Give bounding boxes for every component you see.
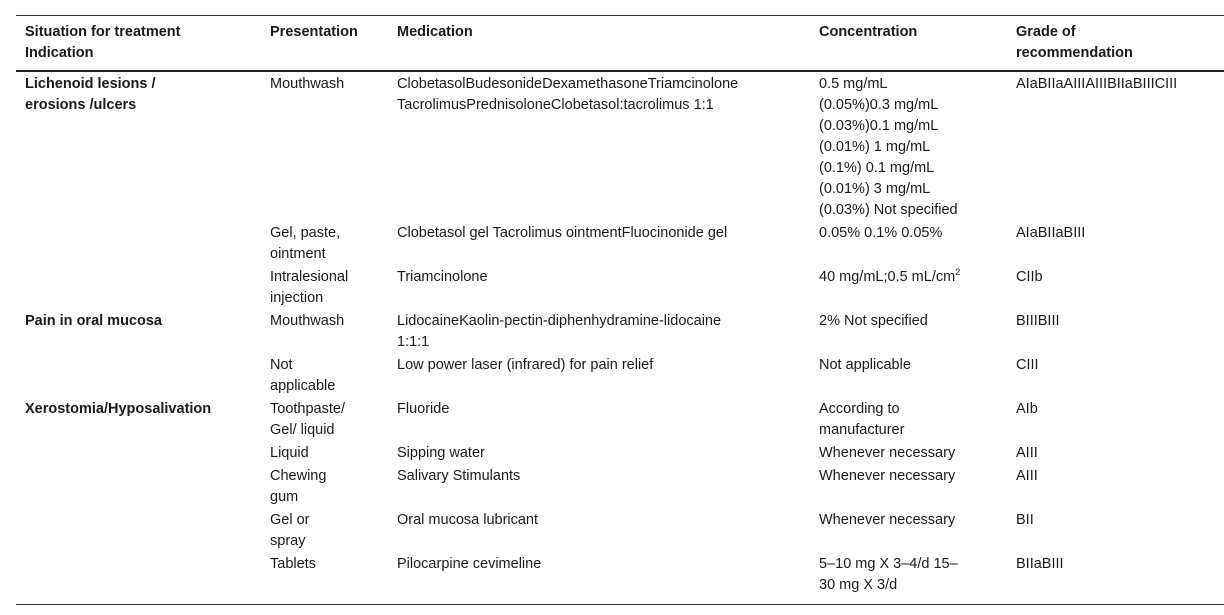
cell-text: ointment xyxy=(270,246,326,262)
grade-cell xyxy=(1007,71,1224,222)
cell-text: Chewing xyxy=(270,468,327,484)
cell-text: (0.1%) 0.1 mg/mL xyxy=(819,160,935,176)
grade-cell xyxy=(1007,310,1224,354)
cell-text: Oral mucosa lubricant xyxy=(397,512,539,528)
medication-cell xyxy=(388,398,810,442)
grade-cell xyxy=(1007,222,1224,266)
cell-text: Toothpaste/ xyxy=(270,401,345,417)
grade-cell xyxy=(1007,465,1224,509)
situation-cell xyxy=(16,509,261,553)
grade-cell xyxy=(1007,266,1224,310)
medication-cell xyxy=(388,553,810,605)
medication-cell xyxy=(388,310,810,354)
cell-text: Clobetasol gel Tacrolimus ointmentFluocinonide gel xyxy=(397,225,728,241)
concentration-cell xyxy=(810,310,1007,354)
situation-cell xyxy=(16,310,261,354)
presentation-cell xyxy=(261,354,388,398)
cell-text: 1:1:1 xyxy=(397,334,430,350)
cell-text: 0.05% 0.1% 0.05% xyxy=(819,225,943,241)
presentation-cell xyxy=(261,71,388,222)
presentation-cell xyxy=(261,465,388,509)
header-concentration: Concentration xyxy=(810,16,1007,72)
cell-text: Tablets xyxy=(270,556,316,572)
medication-cell xyxy=(388,354,810,398)
presentation-cell xyxy=(261,266,388,310)
cell-text: (0.03%)0.1 mg/mL xyxy=(819,118,939,134)
cell-text: LidocaineKaolin-pectin-diphenhydramine-lidocaine xyxy=(397,313,722,329)
grade-cell xyxy=(1007,354,1224,398)
table-container xyxy=(16,15,1224,605)
concentration-cell xyxy=(810,266,1007,310)
treatment-table xyxy=(16,15,1224,605)
concentration-cell xyxy=(810,553,1007,605)
cell-text: (0.03%) Not specified xyxy=(819,202,958,218)
medication-cell xyxy=(388,266,810,310)
table-row xyxy=(16,553,1224,605)
cell-text: Sipping water xyxy=(397,445,485,461)
medication-cell xyxy=(388,509,810,553)
table-row xyxy=(16,509,1224,553)
cell-text: Mouthwash xyxy=(270,313,345,329)
cell-text: Whenever necessary xyxy=(819,468,956,484)
cell-text: AIaBIIaBIII xyxy=(1016,225,1086,241)
situation-cell xyxy=(16,354,261,398)
table-row xyxy=(16,465,1224,509)
header-medication: Medication xyxy=(388,16,810,72)
medication-cell xyxy=(388,442,810,465)
cell-text: According to xyxy=(819,401,900,417)
grade-cell xyxy=(1007,553,1224,605)
cell-text: Liquid xyxy=(270,445,309,461)
cell-text: Salivary Stimulants xyxy=(397,468,521,484)
table-row xyxy=(16,398,1224,442)
concentration-cell xyxy=(810,509,1007,553)
cell-text: BIIaBIII xyxy=(1016,556,1064,572)
cell-text: applicable xyxy=(270,378,336,394)
cell-text: Whenever necessary xyxy=(819,512,956,528)
cell-text: Not xyxy=(270,357,293,373)
presentation-cell xyxy=(261,398,388,442)
cell-text: 2% Not specified xyxy=(819,313,928,329)
cell-text: AIII xyxy=(1016,468,1038,484)
grade-cell xyxy=(1007,398,1224,442)
cell-text: BIIIBIII xyxy=(1016,313,1060,329)
presentation-cell xyxy=(261,222,388,266)
situation-cell xyxy=(16,222,261,266)
cell-text: AIaBIIaAIIIAIIIBIIaBIIICIII xyxy=(1016,76,1178,92)
table-body xyxy=(16,71,1224,605)
cell-text: Triamcinolone xyxy=(397,269,488,285)
cell-text: Whenever necessary xyxy=(819,445,956,461)
cell-text: (0.05%)0.3 mg/mL xyxy=(819,97,939,113)
cell-text: Gel, paste, xyxy=(270,225,341,241)
superscript: 2 xyxy=(955,267,961,277)
table-row xyxy=(16,222,1224,266)
cell-text: AIII xyxy=(1016,445,1038,461)
cell-text: Gel or xyxy=(270,512,310,528)
concentration-cell xyxy=(810,222,1007,266)
cell-text: ClobetasolBudesonideDexamethasoneTriamcinolone xyxy=(397,76,739,92)
concentration-cell xyxy=(810,71,1007,222)
cell-text: BII xyxy=(1016,512,1034,528)
situation-cell xyxy=(16,553,261,605)
situation-cell xyxy=(16,442,261,465)
table-row xyxy=(16,354,1224,398)
cell-text: 40 mg/mL;0.5 mL/cm xyxy=(819,269,956,285)
medication-cell xyxy=(388,465,810,509)
header-grade: Grade of recommendation xyxy=(1007,16,1224,72)
header-presentation: Presentation xyxy=(261,16,388,72)
medication-cell xyxy=(388,71,810,222)
concentration-cell xyxy=(810,465,1007,509)
cell-text: spray xyxy=(270,533,306,549)
grade-cell xyxy=(1007,442,1224,465)
cell-text: 5–10 mg X 3–4/d 15– xyxy=(819,556,958,572)
situation-cell xyxy=(16,71,261,222)
presentation-cell xyxy=(261,553,388,605)
presentation-cell xyxy=(261,310,388,354)
cell-text: 0.5 mg/mL xyxy=(819,76,888,92)
cell-text: gum xyxy=(270,489,299,505)
concentration-cell xyxy=(810,442,1007,465)
cell-text: (0.01%) 3 mg/mL xyxy=(819,181,931,197)
cell-text: injection xyxy=(270,290,324,306)
presentation-cell xyxy=(261,509,388,553)
cell-text: Xerostomia/Hyposalivation xyxy=(25,401,212,417)
situation-cell xyxy=(16,266,261,310)
table-row xyxy=(16,266,1224,310)
table-row xyxy=(16,442,1224,465)
cell-text: Not applicable xyxy=(819,357,911,373)
cell-text: 30 mg X 3/d xyxy=(819,577,898,593)
cell-text: Mouthwash xyxy=(270,76,345,92)
header-row xyxy=(16,16,1224,72)
table-row xyxy=(16,310,1224,354)
table-header xyxy=(16,16,1224,72)
cell-text: TacrolimusPrednisoloneClobetasol:tacrolimus 1:1 xyxy=(397,97,714,113)
situation-cell xyxy=(16,398,261,442)
concentration-cell xyxy=(810,354,1007,398)
cell-text: erosions /ulcers xyxy=(25,97,137,113)
presentation-cell xyxy=(261,442,388,465)
cell-text: Low power laser (infrared) for pain relief xyxy=(397,357,654,373)
cell-text: Intralesional xyxy=(270,269,349,285)
cell-text: Gel/ liquid xyxy=(270,422,335,438)
concentration-cell xyxy=(810,398,1007,442)
header-situation: Situation for treatment Indication xyxy=(16,16,261,72)
cell-text: CIIb xyxy=(1016,269,1043,285)
cell-text: CIII xyxy=(1016,357,1039,373)
medication-cell xyxy=(388,222,810,266)
cell-text: Pain in oral mucosa xyxy=(25,313,162,329)
cell-text: Pilocarpine cevimeline xyxy=(397,556,542,572)
table-row xyxy=(16,71,1224,222)
cell-text: AIb xyxy=(1016,401,1038,417)
cell-text: Lichenoid lesions / xyxy=(25,76,156,92)
grade-cell xyxy=(1007,509,1224,553)
cell-text: Fluoride xyxy=(397,401,450,417)
situation-cell xyxy=(16,465,261,509)
cell-text: (0.01%) 1 mg/mL xyxy=(819,139,931,155)
cell-text: manufacturer xyxy=(819,422,905,438)
